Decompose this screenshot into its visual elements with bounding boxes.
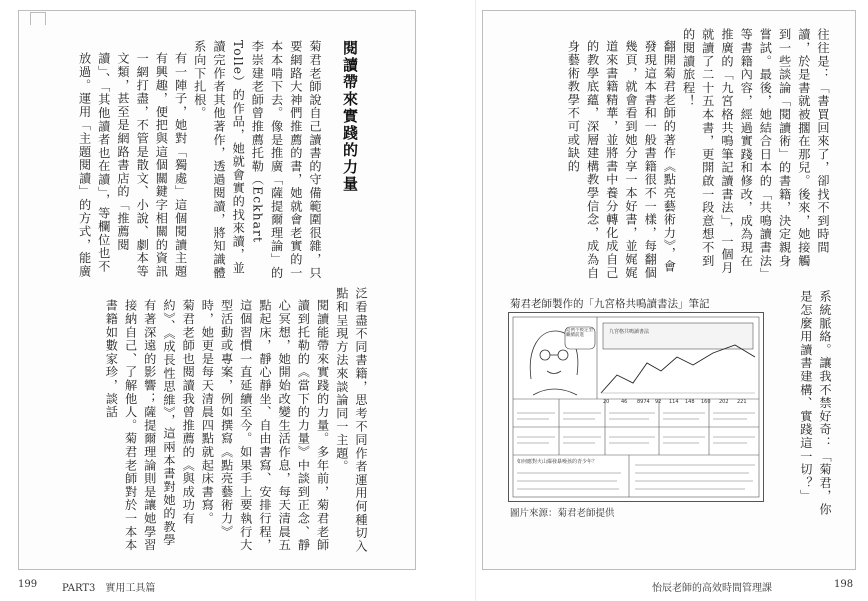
right-page-number: 198 — [834, 579, 854, 590]
paragraph-reading-scope: 菊君老師說自己讀書的守備範圍很雜，只要網路大神們推薦的書，她就會老實的一本本啃下去。像是推廣「薩提爾理論」的李崇建老師曾推薦托勒（Eckhart Tolle）的作品，她就會實的找來讀，並讀完作者其他著作，透過閱讀，將知識體系向下扎根。 — [192, 40, 322, 280]
speech-bubble — [565, 327, 595, 349]
left-section-title: PART3 實用工具篇 — [62, 583, 156, 594]
nine-grid-notes-figure — [508, 312, 764, 502]
spine-divider — [475, 0, 476, 601]
paragraph-practice-power: 閱讀能帶來實踐的力量。多年前，菊君老師讀到托勒的《當下的力量》中談到正念、靜心冥想，她開始改變生活作息，每天清晨五點起床，靜心靜坐、自由書寫、安排行程，這個習慣一直延續至今。如果手上要執行大型活動或專案，例如撰寫《點亮藝術力》時，她更是每天清晨四點就起床書寫。 — [200, 299, 330, 552]
figure-milestone-2: 46 — [621, 399, 628, 405]
figure-milestone-7: 160 — [701, 399, 711, 405]
figure-footnote: 如何應對火山爆發暴噪孩的青少年？ — [517, 459, 598, 465]
left-lower-column-block — [40, 287, 370, 557]
paragraph-solitude-theme: 有一陣子，她對「獨處」這個閱讀主題有興趣，便把與這個關鍵字相關的資訊一網打盡，不管是散文、小說、劇本等文類，甚至是網路書店的「推薦閱讀」、「其他讀者也在讀」，等欄位也不放過。運用「主題閱讀」的方式，能廣 — [77, 52, 188, 279]
right-lower-column-block — [778, 290, 834, 520]
figure-title: 菊君老師製作的「九宮格共鳴讀書法」筆記 — [510, 298, 710, 310]
figure-caption: 九宮格共鳴讀書法 — [609, 329, 650, 335]
paragraph-system-question: 系統脈絡。讓我不禁好奇：「菊君，你是怎麼用讀書建構、實踐這一切？」 — [798, 290, 832, 517]
nine-grid-notes-drawing — [509, 313, 763, 501]
left-page-number: 199 — [18, 579, 38, 590]
left-upper-column-block — [42, 40, 324, 280]
figure-milestone-5: 114 — [669, 399, 679, 405]
figure-source: 圖片來源：菊君老師提供 — [510, 508, 615, 519]
figure-milestone-9: 221 — [737, 399, 747, 405]
figure-milestone-3: 8974 — [637, 399, 650, 405]
figure-milestone-6: 148 — [685, 399, 695, 405]
right-book-title: 怡辰老師的高效時間管理課 — [652, 583, 772, 594]
paragraph-influential-books: 菊君老師也閱讀我曾推薦的《與成功有約》、《成長性思維》，這兩本書對她的教學有著深遠的影響；薩提爾理論則是讓她學習接納自己、了解他人。菊君老師對於一本本書籍如數家珍，談話 — [104, 299, 196, 552]
figure-milestone-4: 92 — [655, 399, 662, 405]
paragraph-topic-reading: 泛看盡不同書籍，思考不同作者運用何種切入點和呈現方法來談論同一主題。 — [334, 287, 368, 553]
section-heading: 閱讀帶來實踐的力量 — [341, 40, 359, 193]
right-upper-column-block — [500, 28, 832, 280]
figure-bubble-text: 這例不被定型繼續前進 — [566, 328, 593, 338]
figure-milestone-8: 202 — [719, 399, 729, 405]
paragraph-reading-method: 往往是：「書買回來了，卻找不到時間讀，於是書就被擱在那兒。後來，她接觸到一些談論「閱讀術」的書籍，決定親身嘗試。最後，她結合日本的「共鳴讀書法」等書籍內容，經過實踐和修改，成為現在推廣的「九宮格共鳴筆記讀書法」，一個月就讀了二十五本書，更開啟一段意想不到的閱讀旅程！ — [681, 28, 830, 275]
paragraph-art-book: 翻開菊君老師的著作《點亮藝術力》，會發現這本書和一般書籍很不一樣，每翻個幾頁，就會看到她分享一本好書，並娓娓道來書籍精華，並將書中養分轉化成自己的教學底蘊，深層建構教學信念，成為自身藝術教學不可或缺的 — [566, 40, 677, 280]
figure-milestone-1: 20 — [603, 399, 610, 405]
corner-bookmark-mark — [30, 12, 46, 25]
